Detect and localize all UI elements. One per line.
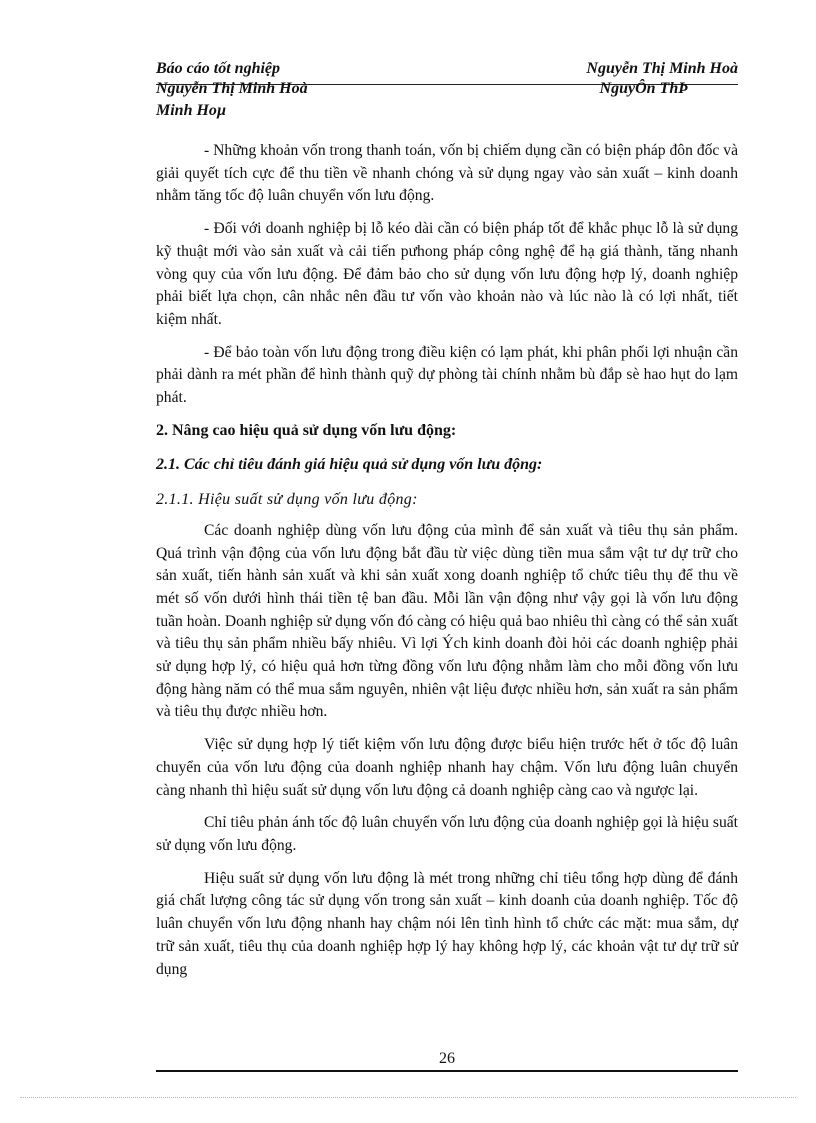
header-left-title: Báo cáo tốt nghiệp <box>156 60 281 77</box>
section-heading: 2. Nâng cao hiệu quả sử dụng vốn lưu động: <box>156 421 457 439</box>
subsection-heading: 2.1. Các chỉ tiêu đánh giá hiệu quả sử dụng vốn lưu động: <box>156 456 543 474</box>
page-edge-divider <box>20 1097 796 1098</box>
body-content <box>156 140 738 991</box>
page-number: 26 <box>439 1050 455 1067</box>
subsubsection-heading: 2.1.1. Hiệu suất sử dụng vốn lưu động: <box>156 491 418 509</box>
paragraph: Hiệu suất sử dụng vốn lưu động là mét trong những chỉ tiêu tổng hợp dùng để đánh giá chất lượng công tác sử dụng vốn trong sản xuất – kinh doanh của doanh nghiệp. Tốc độ luân chuyển vốn lưu động nhanh hay chậm nói lên tình hình tổ chức các mặt: mua sắm, dự trữ sản xuất, tiêu thụ của doanh nghiệp hợp lý hay không hợp lý, các khoản vật tư dự trữ sử dụng <box>156 869 738 978</box>
header-right-author: Nguyễn Thị Minh Hoà <box>586 60 738 77</box>
paragraph: Chỉ tiêu phản ánh tốc độ luân chuyển vốn lưu động của doanh nghiệp gọi là hiệu suất sử dụng vốn lưu động. <box>156 814 738 854</box>
paragraph: - Những khoản vốn trong thanh toán, vốn bị chiếm dụng cần có biện pháp đôn đốc và giải quyết tích cực để thu tiền về nhanh chóng và sử dụng ngay vào sản xuất – kinh doanh nhằm tăng tốc độ luân chuyển vốn lưu động. <box>156 142 738 205</box>
header-overlap-line <box>156 80 738 100</box>
paragraph: Các doanh nghiệp dùng vốn lưu động của mình để sản xuất và tiêu thụ sản phẩm. Quá trình vận động của vốn lưu động bắt đầu từ việc dùng tiền mua sắm vật tư dự trữ cho sản xuất, tiến hành sản xuất và khi sản xuất xong doanh nghiệp tổ chức tiêu thụ để thu về mét số vốn dưới hình thái tiền tệ ban đầu. Mỗi lần vận động như vậy gọi là vốn lưu động tuần hoàn. Doanh nghiệp sử dụng vốn đó càng có hiệu quả bao nhiêu thì càng có thể sản xuất và tiêu thụ sản phẩm nhiều bấy nhiêu. Vì lợi Ých kinh doanh đòi hỏi các doanh nghiệp phải sử dụng hợp lý, có hiệu quả hơn từng đồng vốn lưu động nhằm làm cho mỗi đồng vốn lưu động hàng năm có thể mua sắm nguyên, nhiên vật liệu được nhiều hơn, sản xuất ra sản phẩm và tiêu thụ được nhiều hơn. <box>156 521 738 721</box>
paragraph: Việc sử dụng hợp lý tiết kiệm vốn lưu động được biểu hiện trước hết ở tốc độ luân chuyển của vốn lưu động của doanh nghiệp nhanh hay chậm. Vốn lưu động luân chuyển càng nhanh thì hiệu suất sử dụng vốn lưu động cả doanh nghiệp càng cao và ngược lại. <box>156 736 738 799</box>
header-line3: Minh Hoµ <box>156 102 227 119</box>
footer-rule <box>156 1070 738 1072</box>
paragraph: - Để bảo toàn vốn lưu động trong điều kiện có lạm phát, khi phân phối lợi nhuận cần phải dành ra mét phần để hình thành quỹ dự phòng tài chính nhằm bù đắp sè hao hụt do lạm phát. <box>156 343 738 407</box>
paragraph: - Đối với doanh nghiệp bị lỗ kéo dài cần có biện pháp tốt để khắc phục lỗ là sử dụng kỹ thuật mới vào sản xuất và cải tiến pưhong pháp công nghệ để hạ giá thành, tăng nhanh vòng quy của vốn lưu động. Để đảm bảo cho sử dụng vốn lưu động hợp lý, doanh nghiệp phải biết lựa chọn, cân nhắc nên đầu tư vốn vào khoản nào và lúc nào là có lợi nhất, tiết kiệm nhất. <box>156 220 738 328</box>
running-header <box>156 60 738 82</box>
header-line2-left: Nguyễn Thị Minh Hoà <box>156 80 308 97</box>
header-line2-right: NguyÔn ThÞ <box>599 80 688 97</box>
